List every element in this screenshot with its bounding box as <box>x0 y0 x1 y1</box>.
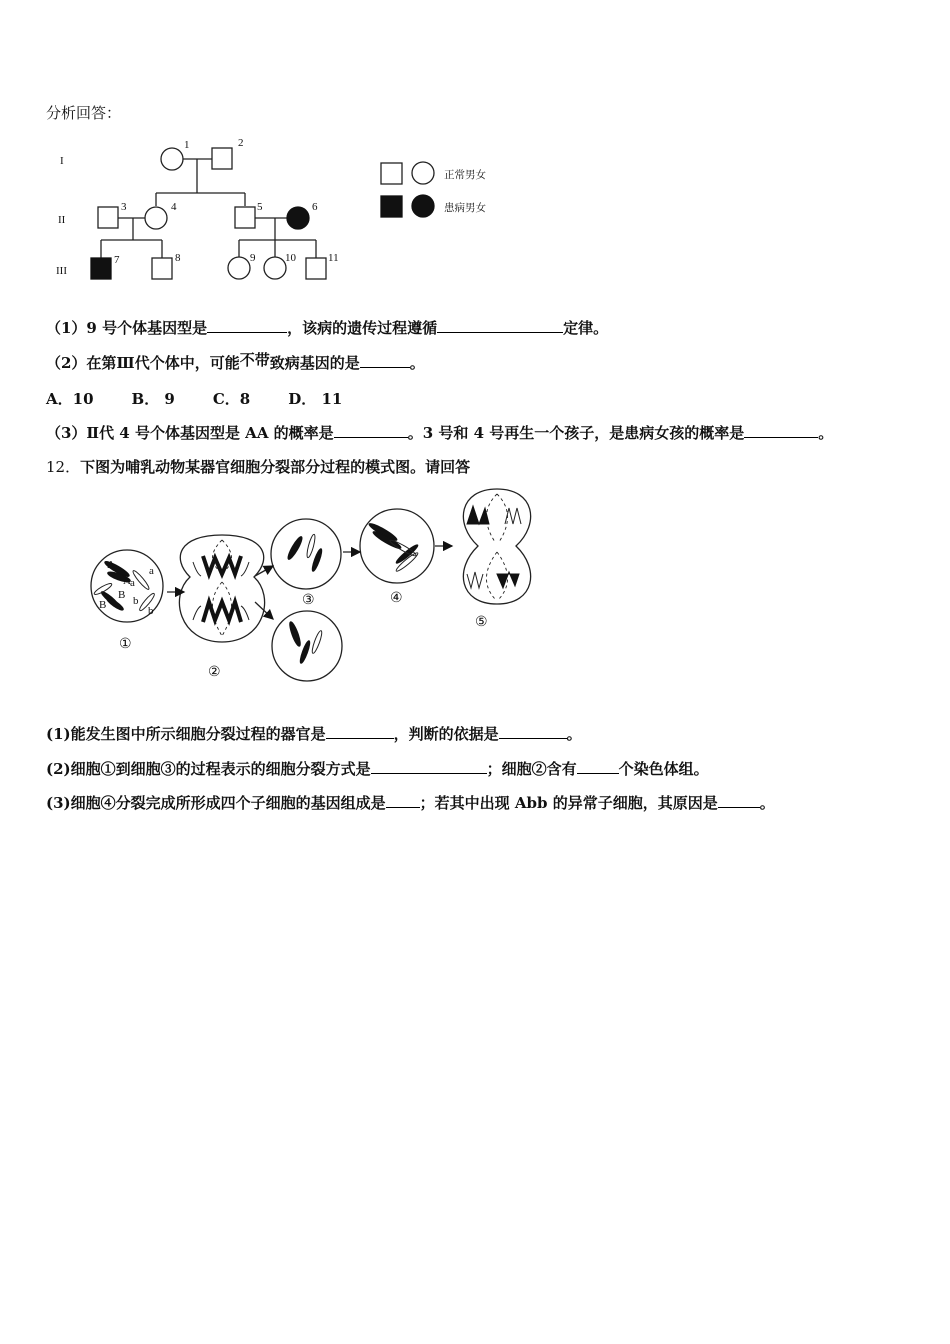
individual-5 <box>235 207 255 228</box>
option-a[interactable]: A．10 <box>46 390 94 408</box>
cell-2 <box>179 535 264 642</box>
q1-text-b: ，该病的遗传过程遵循 <box>287 319 438 337</box>
gen-label-1: I <box>60 155 64 167</box>
s3-blank-1[interactable] <box>386 793 420 808</box>
option-b[interactable]: B． 9 <box>131 390 175 408</box>
q3-blank-1[interactable] <box>334 423 408 438</box>
individual-1 <box>161 148 183 170</box>
num-11: 11 <box>328 252 339 264</box>
q1-text-a: （1）9 号个体基因型是 <box>46 319 208 337</box>
q3-blank-2[interactable] <box>744 423 818 438</box>
legend-affected-label: 患病男女 <box>444 203 486 214</box>
q12-text: 下图为哺乳动物某器官细胞分裂部分过程的模式图。请回答 <box>80 458 471 476</box>
q1-blank-2[interactable] <box>437 318 563 333</box>
allele-B1: B <box>118 589 126 601</box>
legend-affected-female <box>412 195 434 217</box>
s3-text-c: 。 <box>759 794 775 812</box>
q3-text-b: 。3 号和 4 号再生一个孩子，是患病女孩的概率是 <box>407 424 745 442</box>
cell-label-3: ③ <box>302 593 315 608</box>
option-d[interactable]: D． 11 <box>288 390 343 408</box>
sub-question-3 <box>46 793 775 813</box>
q2-text-b: 不带 <box>239 351 270 369</box>
s3-blank-2[interactable] <box>718 793 760 808</box>
allele-B2: B <box>99 599 107 611</box>
cell-division-diagram <box>85 484 545 684</box>
individual-10 <box>264 257 286 279</box>
allele-A1: A <box>107 559 115 571</box>
q3-text-a: （3）Ⅱ代 4 号个体基因型是 AA 的概率是 <box>46 424 334 442</box>
cell-label-2: ② <box>208 665 221 680</box>
s2-text-c: 个染色体组。 <box>618 760 709 778</box>
individual-9 <box>228 257 250 279</box>
s1-text-c: 。 <box>566 725 582 743</box>
options-row <box>46 389 380 409</box>
question-12-heading <box>46 457 470 477</box>
s2-text-a: (2)细胞①到细胞③的过程表示的细胞分裂方式是 <box>46 760 371 778</box>
legend-normal-label: 正常男女 <box>444 170 486 181</box>
gen-label-3: III <box>56 265 67 277</box>
q2-text-d: 。 <box>409 354 425 372</box>
individual-7 <box>91 258 111 279</box>
q1-blank-1[interactable] <box>207 318 287 333</box>
s1-blank-1[interactable] <box>326 724 394 739</box>
cell-label-4: ④ <box>390 591 403 606</box>
sub-question-2 <box>46 759 709 779</box>
num-1: 1 <box>184 139 190 151</box>
q3-text-c: 。 <box>818 424 834 442</box>
individual-4 <box>145 207 167 229</box>
individual-6 <box>287 207 309 229</box>
cell-label-5: ⑤ <box>475 615 488 630</box>
allele-a2: a <box>149 565 154 577</box>
q2-blank[interactable] <box>360 353 410 368</box>
question-3 <box>46 423 833 443</box>
s1-blank-2[interactable] <box>499 724 567 739</box>
legend-normal-female <box>412 162 434 184</box>
num-7: 7 <box>114 254 120 266</box>
s2-blank-1[interactable] <box>371 759 487 774</box>
individual-11 <box>306 258 326 279</box>
s2-text-b: ；细胞②含有 <box>486 760 577 778</box>
num-5: 5 <box>257 201 263 213</box>
intro-text <box>46 103 121 123</box>
question-1 <box>46 318 608 338</box>
legend-normal-male <box>381 163 402 184</box>
individual-3 <box>98 207 118 228</box>
cell-label-1: ① <box>119 637 132 652</box>
individual-2 <box>212 148 232 169</box>
q1-text-c: 定律。 <box>563 319 609 337</box>
allele-A2: A <box>123 575 131 587</box>
option-c[interactable]: C．8 <box>212 390 251 408</box>
allele-b1: b <box>133 595 139 607</box>
cell-3 <box>271 519 341 589</box>
individual-8 <box>152 258 172 279</box>
intro-label: 分析回答： <box>46 104 122 122</box>
q2-text-c: 致病基因的是 <box>269 354 360 372</box>
s1-text-a: (1)能发生图中所示细胞分裂过程的器官是 <box>46 725 326 743</box>
num-8: 8 <box>175 252 181 264</box>
allele-a1: a <box>130 577 135 589</box>
num-3: 3 <box>121 201 127 213</box>
s3-text-b: ；若其中出现 Abb 的异常子细胞，其原因是 <box>419 794 718 812</box>
q12-number: 12． <box>46 458 81 476</box>
s2-blank-2[interactable] <box>577 759 619 774</box>
num-2: 2 <box>238 137 244 149</box>
q2-text-a: （2）在第Ⅲ代个体中，可能 <box>46 354 240 372</box>
num-6: 6 <box>312 201 318 213</box>
num-9: 9 <box>250 252 256 264</box>
num-4: 4 <box>171 201 177 213</box>
pedigree-diagram <box>40 130 520 290</box>
question-2 <box>46 353 425 373</box>
gen-label-2: II <box>58 214 66 226</box>
sub-question-1 <box>46 724 582 744</box>
num-10: 10 <box>285 252 296 264</box>
legend-affected-male <box>381 196 402 217</box>
s1-text-b: ，判断的依据是 <box>393 725 499 743</box>
allele-b2: b <box>148 605 154 617</box>
s3-text-a: (3)细胞④分裂完成所形成四个子细胞的基因组成是 <box>46 794 386 812</box>
